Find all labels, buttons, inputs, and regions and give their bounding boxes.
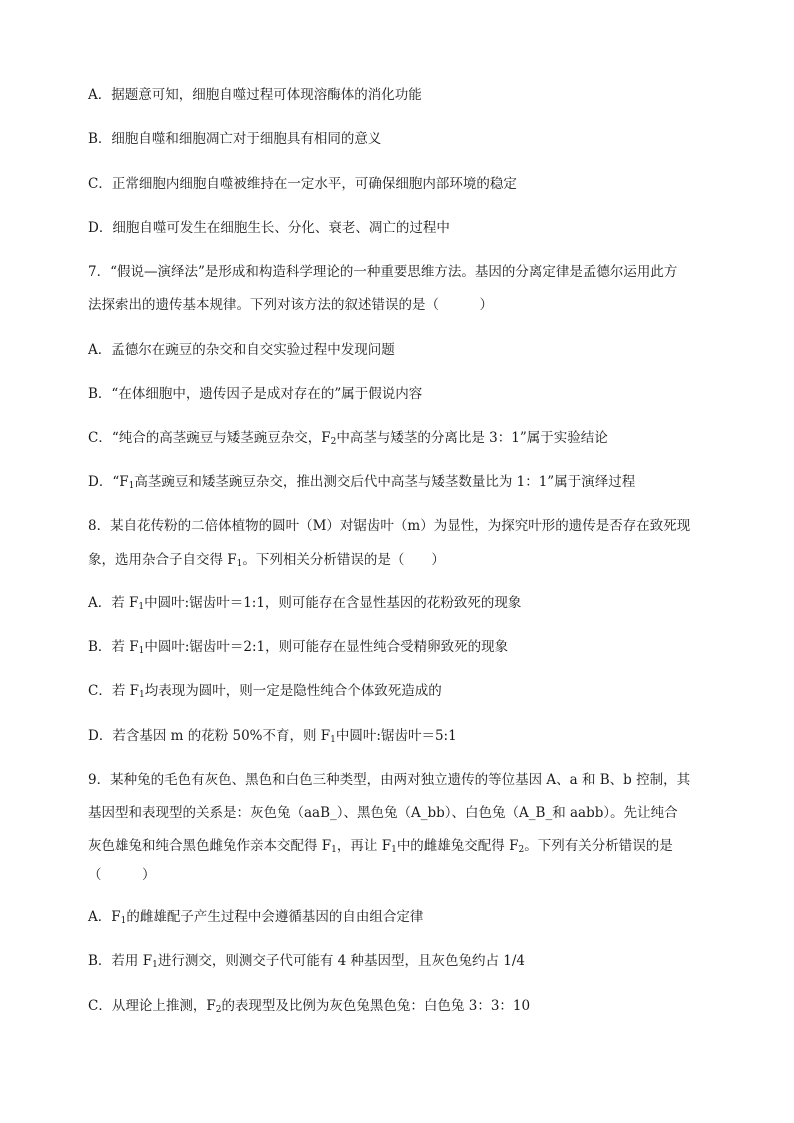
q6-option-d: D．细胞自噬可发生在细胞生长、分化、衰老、凋亡的过程中 — [88, 220, 450, 236]
q7-option-c: C．“纯合的高茎豌豆与矮茎豌豆杂交，$F_2$中高茎与矮茎的分离比是 3：1”属于实验结论 — [88, 430, 608, 447]
q9-stem-line2: 基因型和表现型的关系是：灰色兔（aaB_）、黑色兔（A_bb）、白色兔（A_B_和 aabb）。先让纯合 — [88, 805, 678, 821]
q8-stem-line1: 8．某自花传粉的二倍体植物的圆叶（M）对锯齿叶（m）为显性，为探究叶形的遗传是否存在致死现 — [88, 518, 691, 534]
q9-option-c: C．从理论上推测，$F_2$的表现型及比例为灰色兔黑色兔：白色兔 3：3：10 — [88, 998, 531, 1015]
q9-option-b: B．若用 $F_1$进行测交，则测交子代可能有 4 种基因型，且灰色兔约占 1/4 — [88, 953, 526, 970]
q8-stem-line2: 象，选用杂合子自交得 $F_1$。下列相关分析错误的是（ ） — [88, 552, 445, 569]
q7-option-a: A．孟德尔在豌豆的杂交和自交实验过程中发现问题 — [88, 342, 395, 358]
q8-option-c: C．若 $F_1$均表现为圆叶，则一定是隐性纯合个体致死造成的 — [88, 683, 442, 700]
q8-option-d: D．若含基因 m 的花粉 50%不育，则 $F_1$中圆叶:锯齿叶＝5:1 — [88, 728, 457, 745]
q9-option-a: A．$F_1$的雌雄配子产生过程中会遵循基因的自由组合定律 — [88, 909, 424, 926]
q8-option-a: A．若 $F_1$中圆叶:锯齿叶＝1:1，则可能存在含显性基因的花粉致死的现象 — [88, 595, 522, 612]
q9-stem-line1: 9．某种兔的毛色有灰色、黑色和白色三种类型，由两对独立遗传的等位基因 A、a 和 B、b 控制，其 — [88, 772, 691, 788]
q7-option-d: D．“$F_1$高茎豌豆和矮茎豌豆杂交，推出测交后代中高茎与矮茎数量比为 1：1”属于演绎过程 — [88, 474, 636, 491]
q8-option-b: B．若 $F_1$中圆叶:锯齿叶＝2:1，则可能存在显性纯合受精卵致死的现象 — [88, 639, 509, 656]
q6-option-a: A．据题意可知，细胞自噬过程可体现溶酶体的消化功能 — [88, 87, 422, 103]
q7-stem-line2: 法探索出的遗传基本规律。下列对该方法的叙述错误的是（ ） — [88, 297, 493, 313]
q6-option-c: C．正常细胞内细胞自噬被维持在一定水平，可确保细胞内部环境的稳定 — [88, 176, 517, 192]
q9-stem-line3: 灰色雄兔和纯合黑色雌兔作亲本交配得 $F_1$，再让 $F_1$中的雌雄兔交配得 $F_2$。下列有关分析错误的是 — [88, 838, 673, 855]
q7-stem-line1: 7．“假说—演绎法”是形成和构造科学理论的一种重要思维方法。基因的分离定律是孟德尔运用此方 — [88, 264, 678, 280]
q6-option-b: B．细胞自噬和细胞凋亡对于细胞具有相同的意义 — [88, 131, 382, 147]
q7-option-b: B．“在体细胞中，遗传因子是成对存在的”属于假说内容 — [88, 386, 423, 402]
q9-stem-line4: （ ） — [88, 867, 156, 883]
